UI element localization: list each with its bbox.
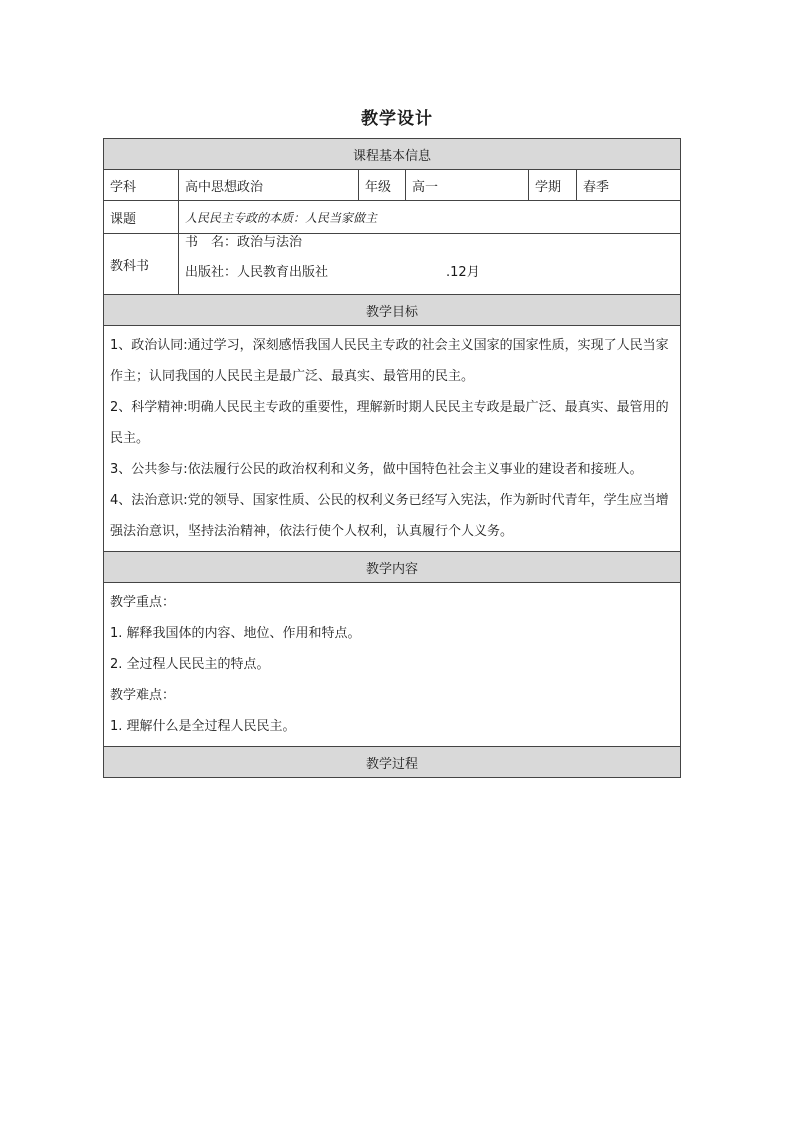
subject-value: 高中思想政治 <box>179 170 359 201</box>
key-points-label: 教学重点： <box>110 595 176 610</box>
topic-label: 课题 <box>104 201 179 234</box>
book-name-line: 书 名：政治与法治 <box>185 235 303 250</box>
process-header-row <box>104 747 681 778</box>
process-header: 教学过程 <box>104 747 681 778</box>
objectives-header: 教学目标 <box>104 295 681 326</box>
topic-value: 人民民主专政的本质：人民当家做主 <box>179 201 681 234</box>
basic-info-header: 课程基本信息 <box>104 139 681 170</box>
objective-item: 1、政治认同:通过学习，深刻感悟我国人民民主专政的社会主义国家的国家性质，实现了人民当家作主；认同我国的人民民主是最广泛、最真实、最管用的民主。 <box>110 338 669 384</box>
document-title: 教学设计 <box>361 109 433 129</box>
subject-label: 学科 <box>104 170 179 201</box>
key-point-item: 1. 解释我国体的内容、地位、作用和特点。 <box>110 626 361 641</box>
objectives-header-row <box>104 295 681 326</box>
content-header: 教学内容 <box>104 552 681 583</box>
grade-value: 高一 <box>406 170 529 201</box>
lesson-plan-table <box>103 138 681 778</box>
basic-info-header-row <box>104 139 681 170</box>
difficulties-label: 教学难点： <box>110 688 176 703</box>
content-header-row <box>104 552 681 583</box>
publisher-text: 出版社：人民教育出版社 <box>185 265 329 280</box>
objectives-row <box>104 326 681 552</box>
key-point-item: 2. 全过程人民民主的特点。 <box>110 657 270 672</box>
publisher-line <box>185 264 674 294</box>
content-row <box>104 583 681 747</box>
objectives-body <box>104 326 681 552</box>
objective-item: 4、法治意识:党的领导、国家性质、公民的权利义务已经写入宪法，作为新时代青年，学生应当增强法治意识，坚持法治精神，依法行使个人权利，认真履行个人义务。 <box>110 493 669 539</box>
basic-info-row <box>104 170 681 201</box>
content-body <box>104 583 681 747</box>
topic-row <box>104 201 681 234</box>
textbook-row <box>104 234 681 295</box>
term-value: 春季 <box>577 170 681 201</box>
difficulty-item: 1. 理解什么是全过程人民民主。 <box>110 719 296 734</box>
grade-label: 年级 <box>359 170 406 201</box>
publish-month: .12月 <box>446 265 480 280</box>
term-label: 学期 <box>529 170 577 201</box>
objective-item: 3、公共参与:依法履行公民的政治权利和义务，做中国特色社会主义事业的建设者和接班人。 <box>110 462 643 477</box>
textbook-details <box>179 234 681 295</box>
textbook-label: 教科书 <box>104 234 179 295</box>
objective-item: 2、科学精神:明确人民民主专政的重要性，理解新时期人民民主专政是最广泛、最真实、最管用的民主。 <box>110 400 669 446</box>
